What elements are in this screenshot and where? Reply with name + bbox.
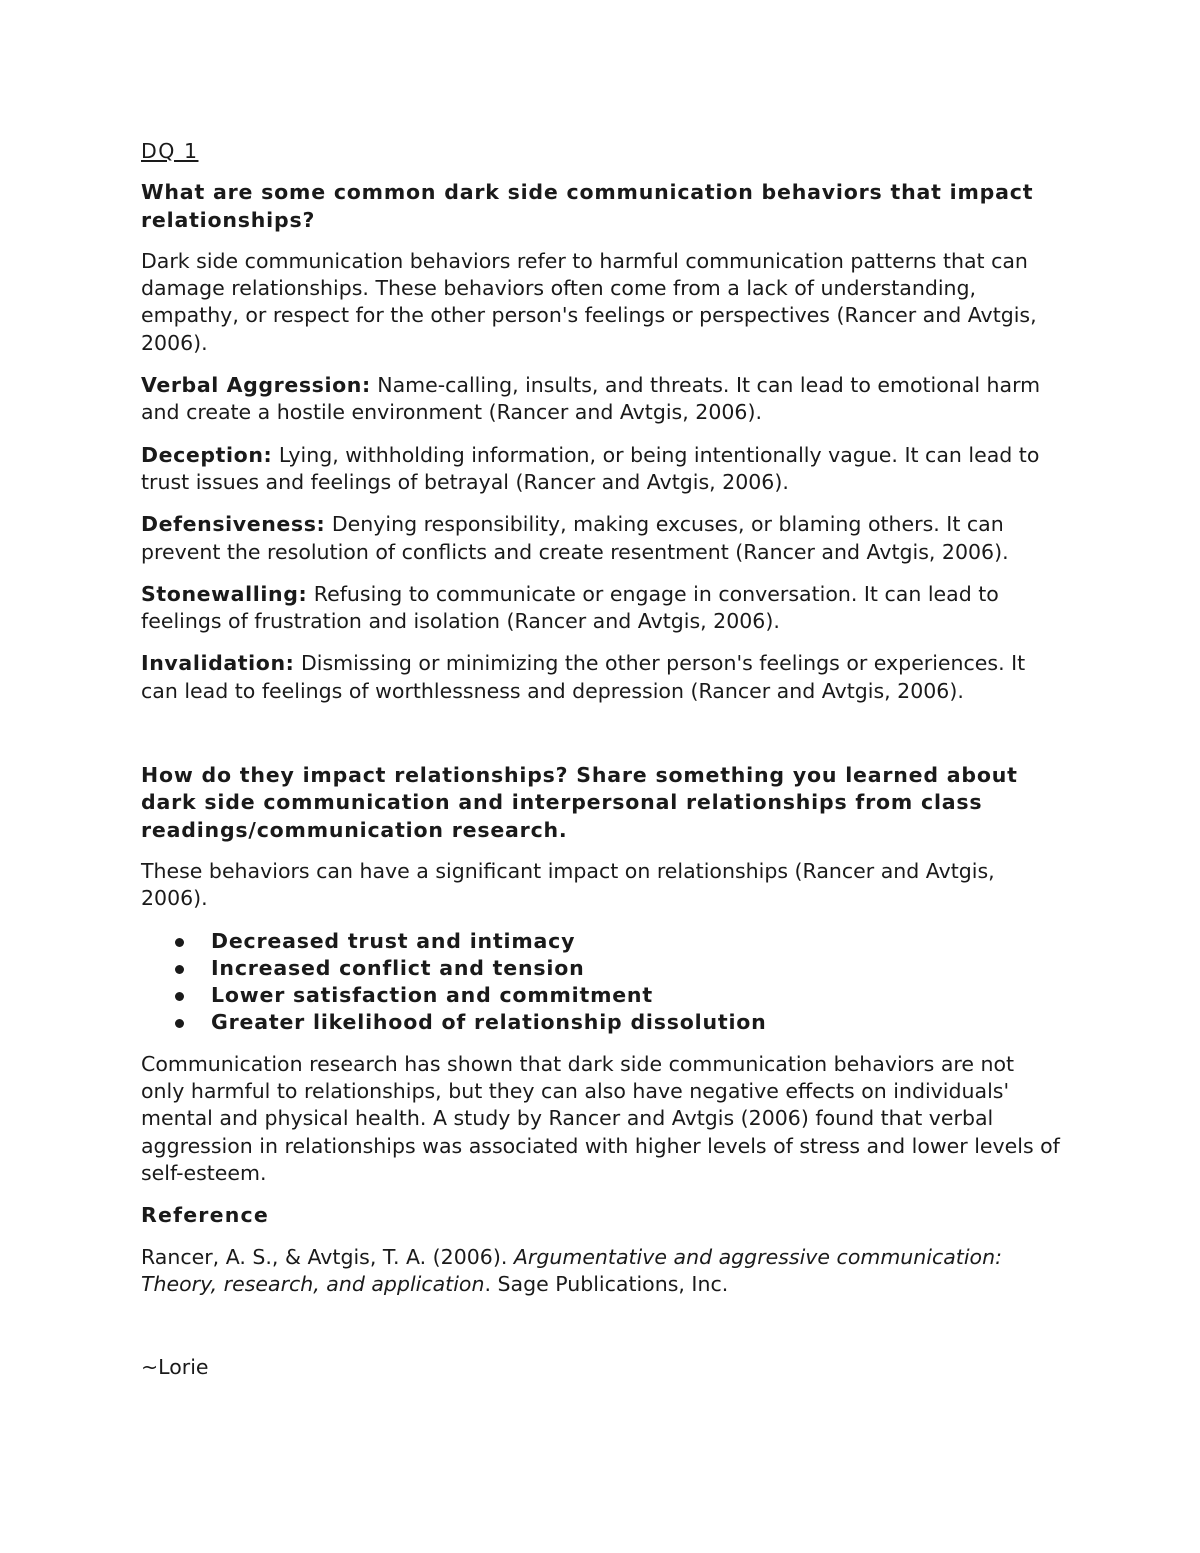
behavior-text: Refusing to communicate or engage in conversation. It can lead to feelings of frustration and isolation (Rancer and Avtgis, 2006). [141, 581, 999, 634]
question-1: What are some common dark side communication behaviors that impact relationships? [141, 180, 1034, 232]
list-item [211, 928, 1061, 955]
spacer [141, 720, 1061, 762]
behavior-paragraph [141, 511, 1061, 566]
question-2: How do they impact relationships? Share something you learned about dark side communication and interpersonal relationships from class readings/communication research. [141, 763, 1018, 842]
behavior-paragraph [141, 650, 1061, 705]
bullet-icon [175, 965, 184, 974]
behavior-text: Denying responsibility, making excuses, or blaming others. It can prevent the resolution of conflicts and create resentment (Rancer and Avtgis, 2006). [141, 512, 1009, 564]
behavior-term: Verbal Aggression: [141, 373, 371, 398]
reference-entry [141, 1244, 1061, 1299]
signoff: ~Lorie [141, 1355, 209, 1380]
impact-list [141, 928, 1061, 1037]
page-title: DQ 1 [141, 139, 199, 163]
list-item [211, 982, 1061, 1009]
behavior-paragraph [141, 581, 1061, 636]
bullet-icon [175, 938, 184, 947]
behavior-text: Name-calling, insults, and threats. It can lead to emotional harm and create a hostile environment (Rancer and Avtgis, 2006). [141, 373, 1041, 425]
list-item-text: Increased conflict and tension [211, 955, 585, 980]
behavior-term: Deception: [141, 442, 273, 467]
list-item-text: Greater likelihood of relationship dissolution [211, 1010, 767, 1035]
reference-heading: Reference [141, 1203, 269, 1228]
list-item [211, 955, 1061, 982]
behavior-paragraph [141, 372, 1061, 427]
behavior-text: Dismissing or minimizing the other person's feelings or experiences. It can lead to feelings of worthlessness and depression (Rancer and Avtgis, 2006). [141, 651, 1026, 703]
document-page [141, 138, 1061, 1381]
behavior-term: Defensiveness: [141, 512, 326, 537]
list-item-text: Decreased trust and intimacy [211, 928, 576, 953]
behavior-text: Lying, withholding information, or being intentionally vague. It can lead to trust issues and feelings of betrayal (Rancer and Avtgis, 2006). [141, 442, 1040, 494]
research-paragraph: Communication research has shown that dark side communication behaviors are not only harmful to relationships, but they can also have negative effects on individuals' mental and physical health. A study by Rancer and Avtgis (2006) found that verbal aggression in relationships was associated with higher levels of stress and lower levels of self-esteem. [141, 1051, 1060, 1185]
reference-title: Argumentative and aggressive communication: Theory, research, and application [141, 1244, 1002, 1296]
intro-paragraph: Dark side communication behaviors refer to harmful communication patterns that can damage relationships. These behaviors often come from a lack of understanding, empathy, or respect for the other person's feelings or perspectives (Rancer and Avtgis, 2006). [141, 248, 1037, 355]
reference-authors: Rancer, A. S., & Avtgis, T. A. (2006). [141, 1244, 514, 1269]
behavior-term: Invalidation: [141, 651, 295, 676]
behavior-term: Stonewalling: [141, 581, 308, 606]
list-item [211, 1009, 1061, 1036]
bullet-icon [175, 992, 184, 1001]
bullet-icon [175, 1019, 184, 1028]
list-item-text: Lower satisfaction and commitment [211, 983, 653, 1008]
behavior-paragraph [141, 442, 1061, 497]
reference-publisher: . Sage Publications, Inc. [484, 1271, 729, 1296]
impact-intro-paragraph: These behaviors can have a significant impact on relationships (Rancer and Avtgis, 2006). [141, 858, 995, 911]
